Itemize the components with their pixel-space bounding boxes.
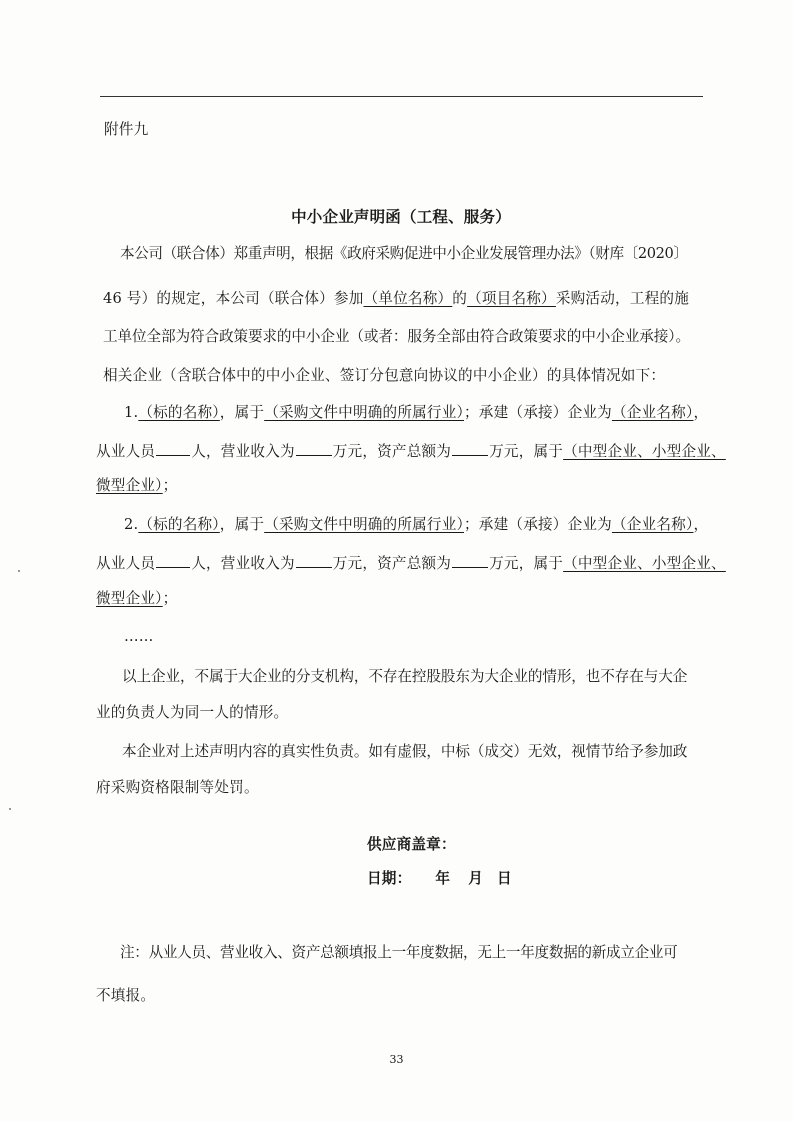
item-text: 万元，资产总额为: [332, 555, 452, 572]
statement-2-line-1: 本企业对上述声明内容的真实性负责。如有虚假，中标（成交）无效，视情节给予参加政: [122, 743, 688, 760]
statement-1-line-1: 以上企业，不属于大企业的分支机构，不存在控股股东为大企业的情形，也不存在与大企: [122, 668, 688, 685]
industry-field: （采购文件中明确的所属行业）: [264, 404, 465, 421]
item-number: 1.: [124, 404, 139, 421]
page-number: 33: [389, 1053, 404, 1066]
revenue-blank: [296, 441, 332, 456]
tender-name-field: （标的名称）: [138, 516, 220, 533]
item-text: 万元，属于: [489, 443, 564, 460]
enterprise-type-field: 微型企业）: [96, 590, 163, 607]
item-text: 人，营业收入为: [191, 443, 295, 460]
item-2-line-2: [96, 553, 726, 574]
item-text: ，属于: [219, 516, 265, 533]
ellipsis: ……: [124, 628, 154, 645]
statement-1-line-2: 业的负责人为同一人的情形。: [96, 704, 289, 721]
staff-count-blank: [156, 553, 190, 568]
item-number: 2.: [124, 516, 139, 533]
date-label: 日期：: [367, 870, 412, 887]
item-2-line-1: [124, 515, 734, 535]
enterprise-type-field: （中型企业、小型企业、: [563, 443, 726, 460]
item-text: 从业人员: [96, 443, 156, 460]
date-month: 月: [468, 870, 483, 887]
company-name-field: （企业名称）: [611, 516, 694, 533]
assets-blank: [452, 441, 488, 456]
item-text: ；: [162, 590, 178, 607]
item-text: 人，营业收入为: [191, 555, 295, 572]
document-title: 中小企业声明函（工程、服务）: [291, 207, 511, 226]
note-line-2: 不填报。: [96, 987, 156, 1004]
item-1-line-3: [96, 476, 706, 496]
intro-line-4: 相关企业（含联合体中的中小企业、签订分包意向协议的中小企业）的具体情况如下：: [103, 367, 666, 384]
statement-2-line-2: 府采购资格限制等处罚。: [96, 779, 259, 796]
project-name-field: （项目名称）: [467, 290, 556, 307]
intro-line-1: 本公司（联合体）郑重声明，根据《政府采购促进中小企业发展管理办法》（财库〔2020〕: [120, 245, 688, 262]
supplier-seal-label: 供应商盖章：: [367, 836, 456, 853]
date-row: [367, 869, 567, 889]
item-text: ；: [162, 477, 178, 494]
company-name-field: （企业名称）: [611, 404, 694, 421]
intro-text: 46 号）的规定，本公司（联合体）参加: [103, 290, 364, 307]
date-year: 年: [435, 870, 451, 887]
item-text: 从业人员: [96, 555, 156, 572]
item-1-line-1: [124, 403, 734, 423]
intro-line-3: 工单位全部为符合政策要求的中小企业（或者：服务全部由符合政策要求的中小企业承接）。: [103, 328, 690, 345]
item-1-line-2: [96, 441, 726, 462]
scan-speck: [18, 570, 20, 572]
enterprise-type-field: （中型企业、小型企业、: [563, 555, 726, 572]
intro-line-2: [103, 289, 713, 309]
item-text: ，: [693, 516, 709, 533]
revenue-blank: [296, 553, 332, 568]
item-text: 万元，属于: [489, 555, 564, 572]
enterprise-type-field: 微型企业）: [96, 477, 163, 494]
tender-name-field: （标的名称）: [138, 404, 220, 421]
item-2-line-3: [96, 589, 706, 609]
intro-text: 的: [452, 290, 468, 307]
staff-count-blank: [156, 441, 190, 456]
attachment-label: 附件九: [104, 121, 149, 138]
item-text: ，属于: [219, 404, 265, 421]
note-line-1: 注：从业人员、营业收入、资产总额填报上一年度数据，无上一年度数据的新成立企业可: [120, 944, 678, 961]
item-text: ，: [693, 404, 709, 421]
header-rule: [100, 96, 703, 97]
unit-name-field: （单位名称）: [363, 290, 453, 307]
item-text: ；承建（承接）企业为: [464, 404, 612, 421]
date-day: 日: [496, 870, 512, 887]
assets-blank: [452, 553, 488, 568]
item-text: 万元，资产总额为: [332, 443, 452, 460]
intro-text: 采购活动，工程的施: [555, 290, 689, 307]
industry-field: （采购文件中明确的所属行业）: [264, 516, 465, 533]
item-text: ；承建（承接）企业为: [464, 516, 612, 533]
scan-speck: [9, 808, 11, 810]
